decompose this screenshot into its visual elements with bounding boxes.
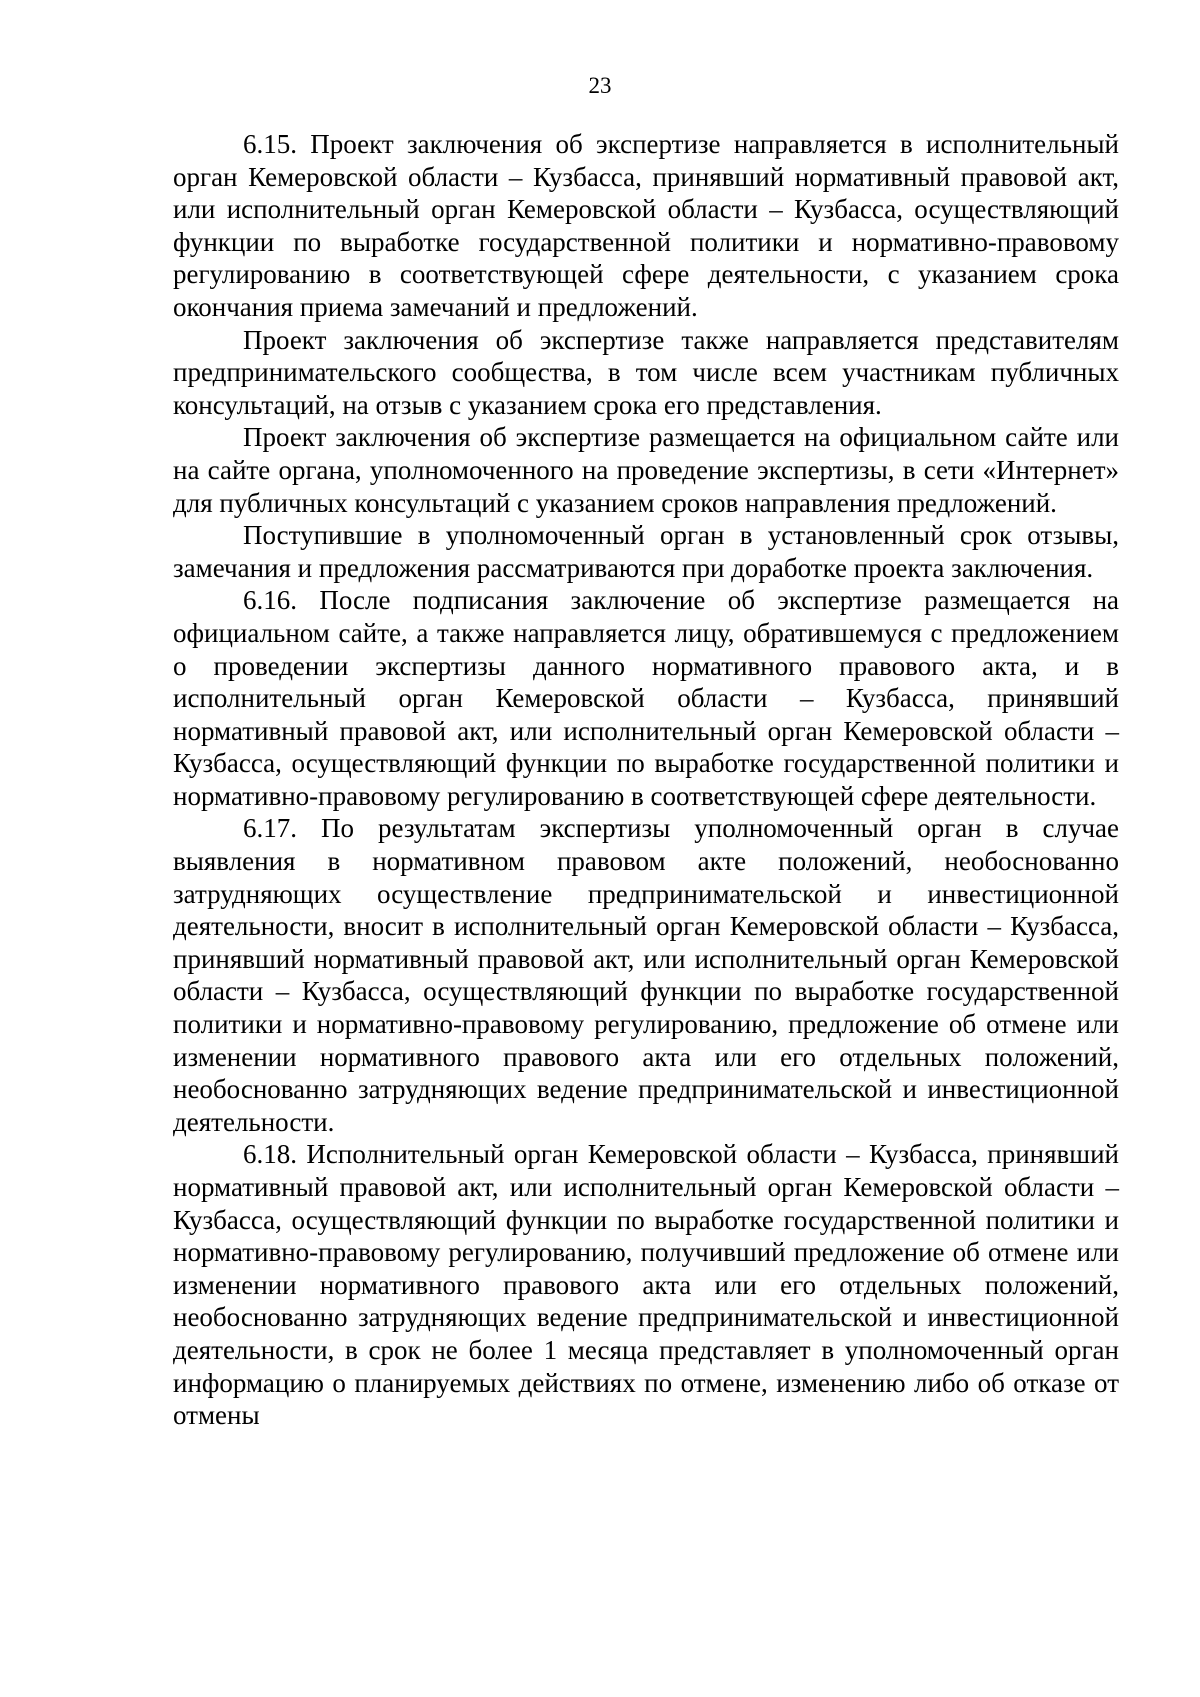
paragraph-6-18: 6.18. Исполнительный орган Кемеровской области – Кузбасса, принявший нормативный правовой акт, или исполнительный орган Кемеровской области – Кузбасса, осуществляющий функции по выработке государственной политики и нормативно-правовому регулированию, получивший предложение об отмене или изменении нормативного правового акта или его отдельных положений, необоснованно затрудняющих ведение предпринимательской и инвестиционной деятельности, в срок не более 1 месяца представляет в уполномоченный орган информацию о планируемых действиях по отмене, изменению либо об отказе от отмены — [173, 1139, 1119, 1431]
paragraph-6-17: 6.17. По результатам экспертизы уполномоченный орган в случае выявления в нормативном правовом акте положений, необоснованно затрудняющих осуществление предпринимательской и инвестиционной деятельности, вносит в исполнительный орган Кемеровской области – Кузбасса, принявший нормативный правовой акт, или исполнительный орган Кемеровской области – Кузбасса, осуществляющий функции по выработке государственной политики и нормативно-правовому регулированию, предложение об отмене или изменении нормативного правового акта или его отдельных положений, необоснованно затрудняющих ведение предпринимательской и инвестиционной деятельности. — [173, 813, 1119, 1137]
paragraph-6-16: 6.16. После подписания заключение об экспертизе размещается на официальном сайте, а также направляется лицу, обратившемуся с предложением о проведении экспертизы данного нормативного правового акта, и в исполнительный орган Кемеровской области – Кузбасса, принявший нормативный правовой акт, или исполнительный орган Кемеровской области – Кузбасса, осуществляющий функции по выработке государственной политики и нормативно-правовому регулированию в соответствующей сфере деятельности. — [173, 585, 1119, 811]
paragraph-6-15: 6.15. Проект заключения об экспертизе направляется в исполнительный орган Кемеровской области – Кузбасса, принявший нормативный правовой акт, или исполнительный орган Кемеровской области – Кузбасса, осуществляющий функции по выработке государственной политики и нормативно-правовому регулированию в соответствующей сфере деятельности, с указанием срока окончания приема замечаний и предложений. — [173, 129, 1119, 322]
paragraph-feedback-considered: Поступившие в уполномоченный орган в установленный срок отзывы, замечания и предложения рассматриваются при доработке проекта заключения. — [173, 520, 1119, 583]
page-number: 23 — [588, 73, 612, 98]
paragraph-draft-sent-to-business: Проект заключения об экспертизе также направляется представителям предпринимательского сообщества, в том числе всем участникам публичных консультаций, на отзыв с указанием срока его представления. — [173, 324, 1119, 420]
paragraph-draft-published-online: Проект заключения об экспертизе размещается на официальном сайте или на сайте органа, уполномоченного на проведение экспертизы, в сети «Интернет» для публичных консультаций с указанием сроков направления предложений. — [173, 422, 1119, 518]
document-body — [173, 128, 1119, 1432]
